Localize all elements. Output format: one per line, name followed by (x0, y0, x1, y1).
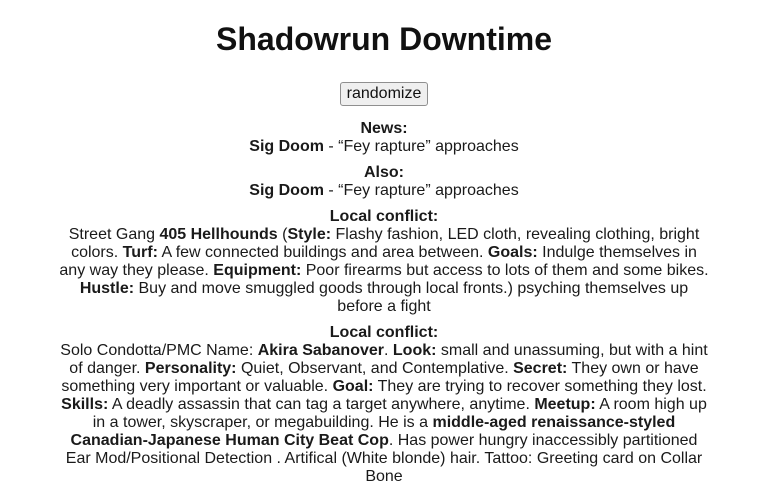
goals-text: Indulge themselves in any way they please. (59, 244, 697, 279)
equipment-text: Poor firearms but access to lots of them and some bikes. (301, 262, 709, 279)
goal-label: Goal: (332, 378, 374, 395)
news-item (56, 138, 712, 156)
turf-text: A few connected buildings and area between. (157, 244, 488, 261)
news-source: Sig Doom (249, 138, 324, 155)
also-label: Also: (364, 164, 404, 181)
also-headline: “Fey rapture” approaches (338, 182, 519, 199)
period: . (384, 342, 393, 359)
goals-label: Goals: (487, 244, 538, 261)
meetup-text: A room high up in a tower, skyscraper, or megabuilding. He is a (92, 396, 707, 431)
conflict-section-solo (56, 324, 712, 486)
news-separator: - (323, 138, 339, 155)
style-label: Style: (287, 226, 332, 243)
gang-type: Street Gang (68, 226, 160, 243)
conflict-label: Local conflict: (329, 324, 439, 341)
page-title: Shadowrun Downtime (216, 21, 552, 57)
gang-name: 405 Hellhounds (159, 226, 278, 243)
also-item (56, 182, 712, 200)
personality-label: Personality: (144, 360, 237, 377)
style-text: Flashy fashion, LED cloth, revealing clothing, bright colors. (71, 226, 700, 261)
also-section (56, 164, 712, 200)
personality-text: Quiet, Observant, and Contemplative. (236, 360, 514, 377)
randomize-wrap (56, 82, 712, 106)
news-section (56, 120, 712, 156)
secret-label: Secret: (513, 360, 568, 377)
meetup-label: Meetup: (534, 396, 596, 413)
solo-name: Akira Sabanover (257, 342, 384, 359)
also-source: Sig Doom (249, 182, 324, 199)
hustle-label: Hustle: (79, 280, 135, 297)
hustle-text: Buy and move smuggled goods through local fronts.) psyching themselves up before a fight (134, 280, 689, 315)
conflict-description (56, 342, 712, 486)
randomize-button[interactable]: randomize (340, 82, 429, 106)
news-headline: “Fey rapture” approaches (338, 138, 519, 155)
turf-label: Turf: (122, 244, 158, 261)
conflict-section-gang (56, 208, 712, 316)
skills-label: Skills: (61, 396, 109, 413)
paren-open: ( (277, 226, 288, 243)
solo-type: Solo Condotta/PMC Name: (60, 342, 258, 359)
equipment-label: Equipment: (213, 262, 302, 279)
goal-text: They are trying to recover something they lost. (373, 378, 707, 395)
news-label: News: (360, 120, 408, 137)
secret-text: They own or have something very important or valuable. (61, 360, 699, 395)
conflict-label: Local conflict: (329, 208, 439, 225)
look-text: small and unassuming, but with a hint of danger. (69, 342, 708, 377)
also-separator: - (323, 182, 339, 199)
conflict-description (56, 226, 712, 316)
contact-details: . Has power hungry inaccessibly partitioned Ear Mod/Positional Detection . Artifical (White blonde) hair. Tattoo: Greeting card on Collar Bone (65, 432, 703, 485)
look-label: Look: (392, 342, 437, 359)
contact-description: middle-aged renaissance-styled Canadian-Japanese Human City Beat Cop (70, 414, 676, 449)
skills-text: A deadly assassin that can tag a target anywhere, anytime. (108, 396, 535, 413)
